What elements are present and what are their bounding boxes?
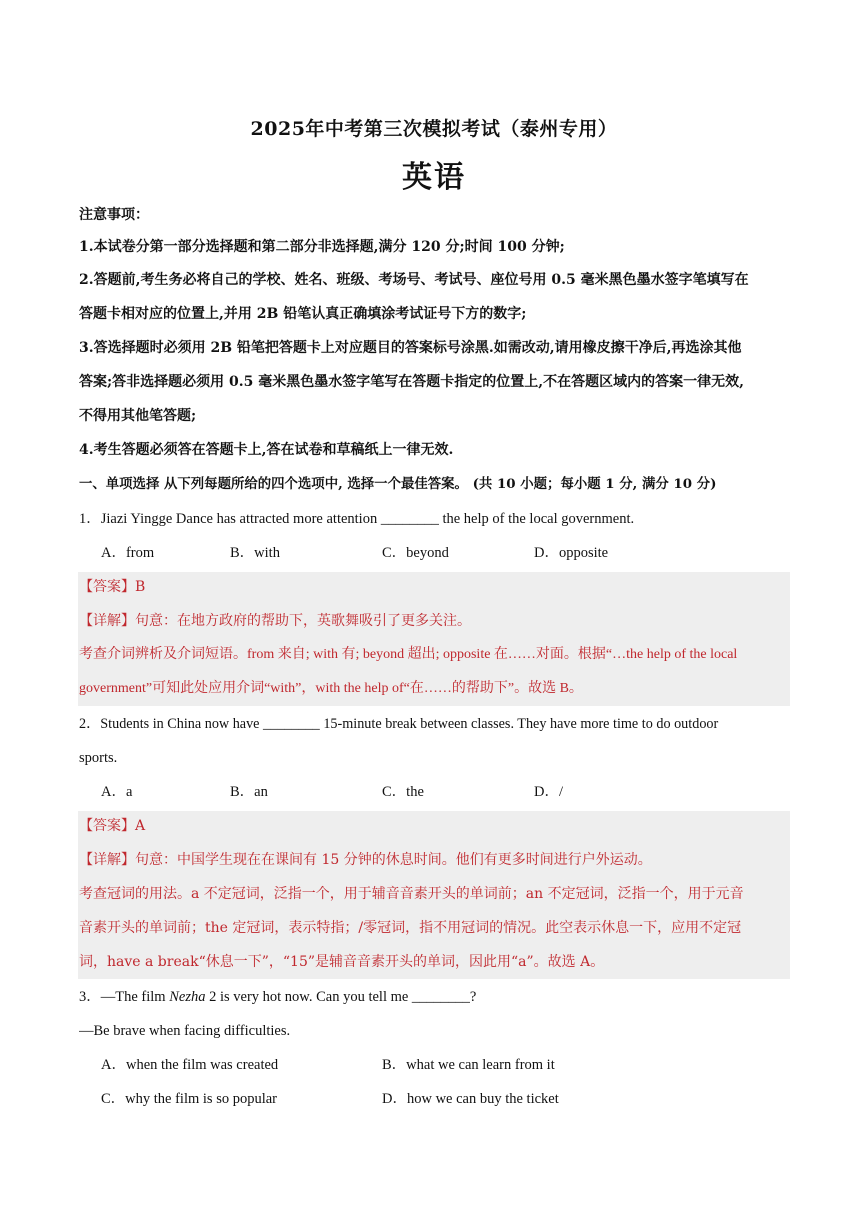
- answer-label: 【答案】A: [79, 818, 146, 834]
- exam-subject: 英语: [402, 160, 466, 195]
- notice-line: 不得用其他笔答题;: [79, 408, 197, 424]
- stem-suffix: 2 is very hot now. Can you tell me ________?: [205, 989, 477, 1005]
- option-c: C．why the film is so popular: [101, 1091, 278, 1107]
- notice-line: 3.答选择题时必须用 2B 铅笔把答题卡上对应题目的答案标号涂黑.如需改动,请用橡皮擦干净后,再选涂其他: [79, 340, 742, 356]
- option-c: C．beyond: [382, 545, 449, 561]
- question-stem: sports.: [79, 750, 118, 766]
- answer-label: 【答案】B: [79, 579, 146, 595]
- notice-line: 1.本试卷分第一部分选择题和第二部分非选择题,满分 120 分;时间 100 分钟;: [79, 239, 565, 255]
- explanation-line: 【详解】句意：中国学生现在在课间有 15 分钟的休息时间。他们有更多时间进行户外运动。: [79, 852, 652, 868]
- option-a: A．when the film was created: [101, 1057, 279, 1073]
- film-title: Nezha: [169, 989, 206, 1005]
- notice-heading: 注意事项：: [79, 207, 149, 223]
- notice-line: 答题卡相对应的位置上,并用 2B 铅笔认真正确填涂考试证号下方的数字;: [79, 306, 527, 322]
- notice-line: 答案;答非选择题必须用 0.5 毫米黑色墨水签字笔写在答题卡指定的位置上,不在答题区域内的答案一律无效,: [79, 374, 745, 390]
- option-b: B．an: [230, 784, 268, 800]
- dialogue-reply: —Be brave when facing difficulties.: [79, 1023, 291, 1039]
- explanation-line: 【详解】句意：在地方政府的帮助下，英歌舞吸引了更多关注。: [79, 613, 471, 629]
- option-a: A．from: [101, 545, 155, 561]
- stem-prefix: 3．—The film: [79, 989, 170, 1005]
- option-c: C．the: [382, 784, 424, 800]
- question-stem: 2．Students in China now have ________ 15-minute break between classes. They have more time to do outdoor: [79, 716, 719, 732]
- option-d: D．/: [534, 784, 563, 800]
- explanation-line: government”可知此处应用介词“with”，with the help of“在……的帮助下”。故选 B。: [79, 681, 583, 696]
- notice-line: 2.答题前,考生务必将自己的学校、姓名、班级、考场号、考试号、座位号用 0.5 毫米黑色墨水签字笔填写在: [79, 272, 749, 288]
- option-b: B．what we can learn from it: [382, 1057, 555, 1073]
- explanation-line: 词，have a break“休息一下”，“15”是辅音音素开头的单词，因此用“a”。故选 A。: [79, 954, 605, 970]
- section-heading: 一、单项选择 从下列每题所给的四个选项中, 选择一个最佳答案。 (共 10 小题；每小题 1 分, 满分 10 分): [79, 476, 717, 492]
- explanation-line: 音素开头的单词前；the 定冠词，表示特指；/零冠词，指不用冠词的情况。此空表示休息一下，应用不定冠: [79, 920, 742, 936]
- explanation-line: 考查介词辨析及介词短语。from 来自; with 有; beyond 超出; opposite 在……对面。根据“…the help of the local: [79, 647, 738, 662]
- exam-title: 2025年中考第三次模拟考试（泰州专用）: [250, 118, 618, 140]
- option-d: D．how we can buy the ticket: [382, 1091, 559, 1107]
- explanation-line: 考查冠词的用法。a 不定冠词，泛指一个，用于辅音音素开头的单词前；an 不定冠词，泛指一个，用于元音: [79, 886, 744, 902]
- notice-line: 4.考生答题必须答在答题卡上,答在试卷和草稿纸上一律无效.: [79, 442, 454, 458]
- option-b: B．with: [230, 545, 280, 561]
- question-stem: 1．Jiazi Yingge Dance has attracted more attention ________ the help of the local government.: [79, 511, 635, 527]
- option-d: D．opposite: [534, 545, 609, 561]
- option-a: A．a: [101, 784, 133, 800]
- question-stem: [79, 987, 791, 1007]
